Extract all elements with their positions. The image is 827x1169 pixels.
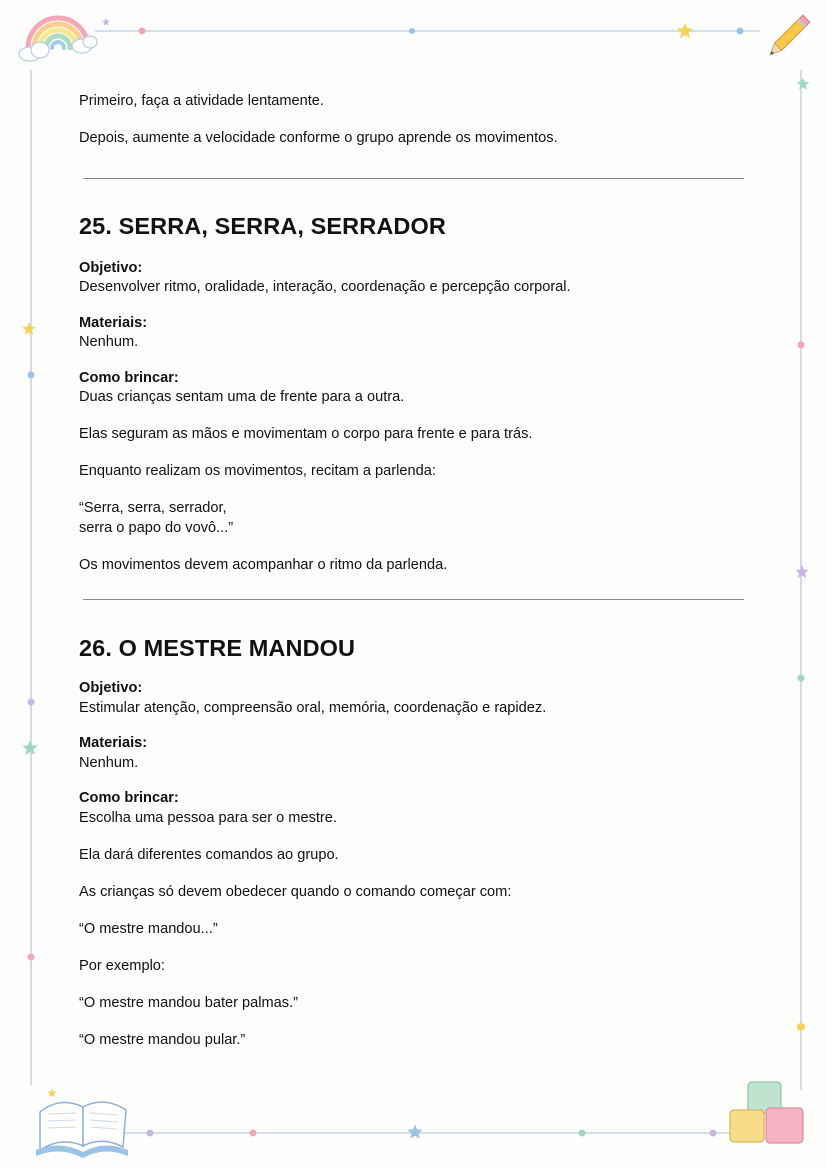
- how-to-play-label: Como brincar:: [79, 369, 179, 386]
- instruction-line: Por exemplo:: [79, 957, 165, 974]
- how-to-play-label: Como brincar:: [79, 790, 179, 806]
- activity-section-25: [79, 212, 749, 576]
- closing-text: Os movimentos devem acompanhar o ritmo da parlenda.: [79, 556, 448, 573]
- rhyme-line: “Serra, serra, serrador,: [79, 500, 227, 516]
- intro-line-2: Depois, aumente a velocidade conforme o grupo aprende os movimentos.: [79, 130, 558, 146]
- instruction-line: Duas crianças sentam uma de frente para a outra.: [79, 389, 405, 405]
- materials-label: Materiais:: [79, 735, 148, 751]
- section-title: 25. SERRA, SERRA, SERRADOR: [79, 212, 446, 239]
- instruction-line: Elas seguram as mãos e movimentam o corpo para frente e para trás.: [79, 426, 533, 442]
- document-body: [79, 92, 749, 1050]
- activity-section-26: [79, 634, 749, 1050]
- example-quote: “O mestre mandou...”: [79, 920, 218, 937]
- objective-label: Objetivo:: [79, 259, 143, 276]
- open-book-icon: [36, 1102, 128, 1158]
- example-quote: “O mestre mandou pular.”: [79, 1031, 246, 1048]
- objective-text: Desenvolver ritmo, oralidade, interação, coordenação e percepção corporal.: [79, 279, 571, 295]
- rainbow-cloud-icon: [19, 18, 97, 61]
- instruction-line: Escolha uma pessoa para ser o mestre.: [79, 809, 337, 826]
- pencil-icon: [767, 15, 810, 58]
- instruction-line: Enquanto realizam os movimentos, recitam a parlenda:: [79, 463, 436, 479]
- instruction-line: As crianças só devem obedecer quando o comando começar com:: [79, 883, 512, 900]
- materials-label: Materiais:: [79, 314, 148, 331]
- section-title: 26. O MESTRE MANDOU: [79, 635, 356, 661]
- materials-text: Nenhum.: [79, 334, 139, 350]
- rhyme-line: serra o papo do vovô...”: [79, 519, 234, 536]
- materials-text: Nenhum.: [79, 754, 139, 771]
- example-quote: “O mestre mandou bater palmas.”: [79, 994, 298, 1011]
- intro-line-1: Primeiro, faça a atividade lentamente.: [79, 93, 324, 109]
- toy-blocks-icon: [730, 1082, 803, 1143]
- objective-label: Objetivo:: [79, 680, 143, 696]
- objective-text: Estimular atenção, compreensão oral, memória, coordenação e rapidez.: [79, 699, 547, 716]
- instruction-line: Ela dará diferentes comandos ao grupo.: [79, 846, 339, 863]
